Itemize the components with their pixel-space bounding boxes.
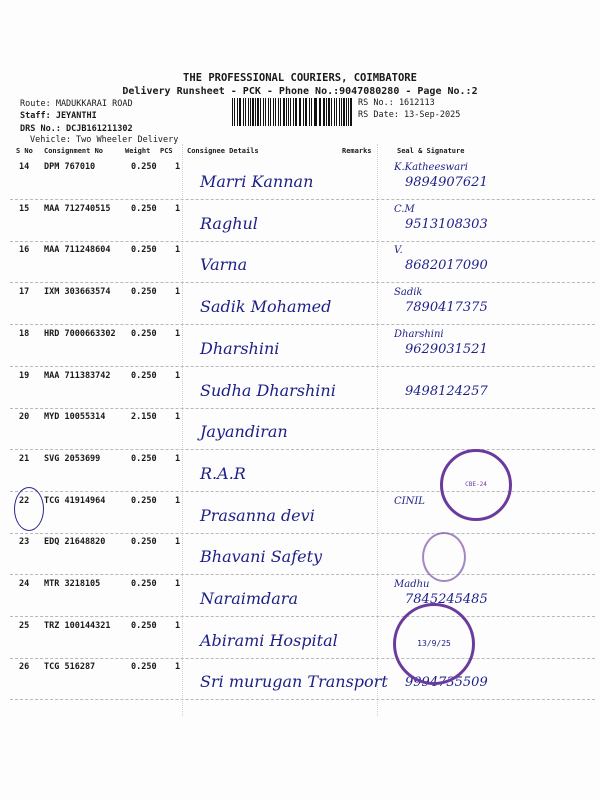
barcode-bar	[303, 98, 304, 126]
row-weight: 0.250	[131, 495, 157, 506]
row-consignment: SVG 2053699	[44, 453, 101, 464]
signature-name: C.M	[394, 203, 415, 215]
barcode-bar	[280, 98, 281, 126]
barcode-bar	[336, 98, 337, 126]
row-consignment: MAA 711383742	[44, 370, 111, 381]
row-weight: 0.250	[131, 579, 157, 589]
barcode-bar	[248, 98, 249, 126]
row-weight: 0.250	[131, 328, 157, 339]
barcode-bar	[286, 98, 287, 126]
hospital-seal-stamp	[393, 603, 475, 685]
row-weight: 0.250	[131, 370, 157, 381]
row-consignment: MAA 712740515	[44, 203, 111, 214]
signature-name: Madhu	[394, 579, 430, 590]
col-consignee: Consignee Details	[187, 147, 259, 155]
row-sno: 21	[19, 453, 30, 464]
row-weight: 0.250	[131, 453, 157, 464]
row-weight: 0.250	[131, 620, 157, 631]
row-weight: 0.250	[131, 162, 157, 172]
row-consignment: DPM 767010	[44, 162, 96, 172]
barcode-bar	[328, 98, 330, 126]
barcode-bar	[263, 98, 264, 126]
barcode-bar	[295, 98, 296, 126]
col-seal: Seal & Signature	[397, 147, 465, 155]
faint-seal-stamp	[422, 532, 466, 582]
receiver-handwriting: Varna	[200, 255, 248, 275]
row-pcs: 1	[175, 245, 181, 256]
row-sno: 22	[19, 495, 30, 506]
table-row	[10, 408, 595, 450]
row-weight: 0.250	[131, 203, 157, 214]
row-sno: 16	[19, 245, 30, 256]
barcode-bar	[314, 98, 315, 126]
row-pcs: 1	[175, 412, 181, 423]
signature-phone: 9994735509	[405, 675, 488, 691]
rs-number: RS No.: 1612113	[358, 98, 435, 108]
row-sno: 14	[19, 162, 30, 172]
row-consignment: HRD 7000663302	[44, 328, 116, 339]
table-row	[10, 658, 595, 700]
row-pcs: 1	[175, 328, 181, 339]
barcode-bar	[270, 98, 271, 126]
table-row	[10, 367, 595, 409]
receiver-handwriting: Sri murugan Transport	[200, 672, 388, 692]
row-sno: 23	[19, 537, 30, 548]
row-weight: 0.250	[131, 245, 157, 256]
barcode-bar	[311, 98, 312, 126]
vehicle-label: Vehicle: Two Wheeler Delivery	[30, 135, 179, 145]
barcode-bar	[334, 98, 335, 126]
stamp-date: 13/9/25	[417, 639, 451, 648]
row-pcs: 1	[175, 453, 181, 464]
row-pcs: 1	[175, 662, 181, 673]
barcode-bar	[323, 98, 324, 126]
barcode-bar	[346, 98, 347, 126]
barcode-bar	[273, 98, 274, 126]
col-consignment: Consignment No	[44, 147, 104, 155]
barcode-bar	[288, 98, 289, 126]
receiver-handwriting: Marri Kannan	[200, 172, 314, 191]
barcode-bar	[252, 98, 253, 126]
company-title: THE PROFESSIONAL COURIERS, COIMBATORE	[183, 72, 417, 84]
receiver-handwriting: Sadik Mohamed	[200, 297, 332, 317]
col-weight: Weight	[125, 147, 151, 155]
staff-label: Staff: JEYANTHI	[20, 111, 97, 121]
row-weight: 2.150	[131, 412, 157, 423]
signature-name: CINIL	[394, 495, 425, 507]
barcode-bar	[283, 98, 285, 126]
barcode-bar	[234, 98, 235, 126]
stamp-text: CBE-24	[465, 481, 487, 488]
runsheet-subtitle: Delivery Runsheet - PCK - Phone No.:9047080280 - Page No.:2	[122, 86, 478, 97]
barcode-bar	[243, 98, 244, 126]
barcode-bar	[339, 98, 340, 126]
table-row	[10, 325, 595, 367]
barcode-bar	[245, 98, 246, 126]
row-sno: 26	[19, 662, 30, 673]
signature-phone: 9894907621	[405, 175, 488, 190]
receiver-handwriting: Dharshini	[200, 338, 280, 358]
signature-phone: 9513108303	[405, 216, 488, 232]
signature-name: V.	[394, 245, 403, 257]
receiver-handwriting: Naraimdara	[200, 589, 298, 608]
barcode-bar	[257, 98, 259, 126]
receiver-handwriting: Jayandiran	[200, 422, 288, 442]
table-row	[10, 283, 595, 325]
route-label: Route: MADUKKARAI ROAD	[20, 99, 133, 109]
barcode-bar	[319, 98, 320, 126]
barcode-bar	[290, 98, 291, 126]
receiver-handwriting: R.A.R	[200, 463, 246, 483]
col-remarks: Remarks	[342, 147, 372, 155]
barcode-bar	[255, 98, 256, 126]
signature-name: Sadik	[394, 287, 423, 299]
row-22-circle-mark	[14, 487, 44, 531]
signature-phone: 7845245485	[405, 592, 488, 607]
row-pcs: 1	[175, 370, 181, 381]
barcode-bar	[275, 98, 276, 126]
row-sno: 15	[19, 203, 30, 214]
row-pcs: 1	[175, 162, 181, 172]
row-sno: 24	[19, 579, 30, 589]
row-consignment: TCG 516287	[44, 662, 96, 673]
barcode-bar	[299, 98, 300, 126]
row-consignment: TCG 41914964	[44, 495, 106, 506]
barcode-bar	[278, 98, 279, 126]
receiver-handwriting: Raghul	[200, 213, 258, 233]
barcode-bar	[350, 98, 352, 126]
barcode-bar	[293, 98, 294, 126]
row-consignment: MTR 3218105	[44, 579, 101, 589]
barcode-bar	[268, 98, 269, 126]
signature-phone: 7890417375	[405, 300, 488, 316]
row-pcs: 1	[175, 537, 181, 548]
receiver-handwriting: Prasanna devi	[200, 505, 315, 525]
table-row	[10, 533, 595, 575]
rs-date: RS Date: 13-Sep-2025	[358, 110, 461, 120]
row-consignment: TRZ 100144321	[44, 620, 111, 631]
table-row	[10, 617, 595, 659]
row-consignment: EDQ 21648820	[44, 537, 106, 548]
row-sno: 17	[19, 287, 30, 298]
row-weight: 0.250	[131, 537, 157, 548]
barcode-bar	[348, 98, 349, 126]
barcode-bar	[239, 98, 241, 126]
table-row	[10, 158, 595, 200]
barcode-bar	[341, 98, 342, 126]
signature-phone: 9629031521	[405, 341, 488, 357]
barcode-bar	[331, 98, 332, 126]
barcode-bar	[343, 98, 344, 126]
table-row	[10, 200, 595, 242]
row-consignment: MAA 711248604	[44, 245, 111, 256]
barcode-bar	[232, 98, 233, 126]
drs-label: DRS No.: DCJB161211302	[20, 124, 133, 134]
runsheet-barcode	[232, 98, 354, 126]
signature-phone: 8682017090	[405, 258, 488, 274]
col-sno: S No	[16, 147, 33, 155]
row-sno: 18	[19, 328, 30, 339]
barcode-bar	[305, 98, 307, 126]
col-pcs: PCS	[160, 147, 173, 155]
row-consignment: IXM 303663574	[44, 287, 111, 298]
receiver-handwriting: Bhavani Safety	[200, 547, 323, 567]
row-sno: 19	[19, 370, 30, 381]
table-row	[10, 575, 595, 617]
barcode-bar	[260, 98, 261, 126]
receiver-handwriting: Sudha Dharshini	[200, 380, 336, 400]
row-pcs: 1	[175, 203, 181, 214]
barcode-bar	[237, 98, 238, 126]
row-weight: 0.250	[131, 662, 157, 673]
barcode-bar	[250, 98, 251, 126]
barcode-bar	[300, 98, 301, 126]
barcode-bar	[326, 98, 327, 126]
row-sno: 25	[19, 620, 30, 631]
barcode-bar	[315, 98, 316, 126]
row-pcs: 1	[175, 620, 181, 631]
barcode-bar	[265, 98, 266, 126]
row-sno: 20	[19, 412, 30, 423]
row-pcs: 1	[175, 579, 181, 589]
company-seal-stamp	[440, 449, 512, 521]
signature-name: Dharshini	[394, 328, 444, 340]
receiver-handwriting: Abirami Hospital	[200, 630, 338, 650]
barcode-bar	[320, 98, 321, 126]
row-weight: 0.250	[131, 287, 157, 298]
barcode-bar	[309, 98, 310, 126]
row-consignment: MYD 10055314	[44, 412, 106, 423]
table-row	[10, 241, 595, 283]
row-pcs: 1	[175, 495, 181, 506]
row-pcs: 1	[175, 287, 181, 298]
signature-name: K.Katheeswari	[394, 162, 469, 173]
signature-phone: 9498124257	[405, 383, 488, 399]
